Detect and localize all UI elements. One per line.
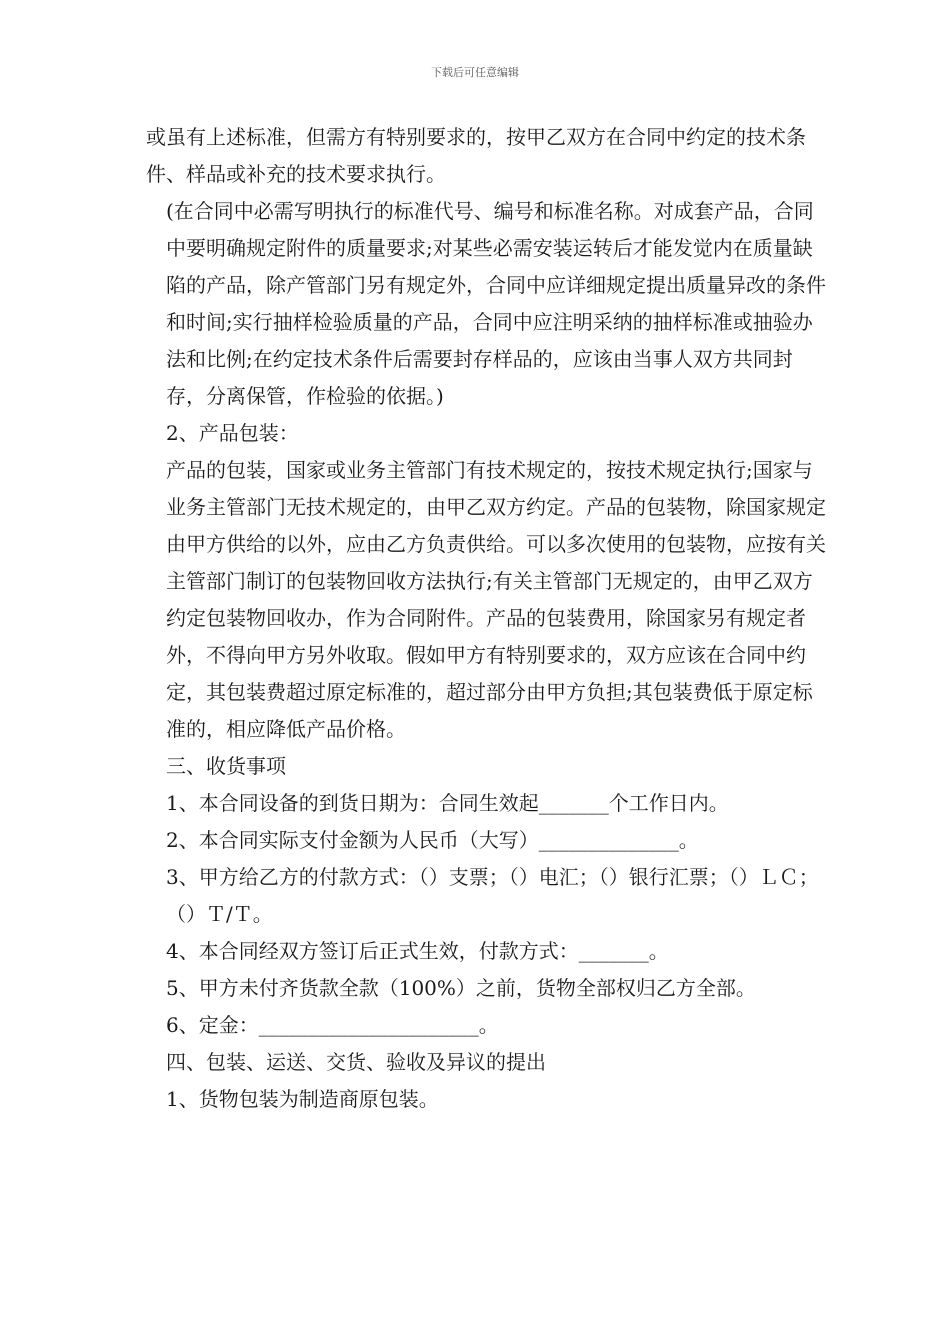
paragraph-packaging-rules: 产品的包装，国家或业务主管部门有技术规定的，按技术规定执行;国家与业务主管部门无技术规定的，由甲乙双方约定。产品的包装物，除国家规定由甲方供给的以外，应由乙方负责供给。可以多次使用的包装物，应按有关主管部门制订的包装物回收方法执行;有关主管部门无规定的，由甲乙双方约定包装物回收办，作为合同附件。产品的包装费用，除国家另有规定者外，不得向甲方另外收取。假如甲方有特别要求的，双方应该在合同中约定，其包装费超过原定标准的，超过部分由甲方负担;其包装费低于原定标准的，相应降低产品价格。 (166, 458, 826, 741)
clause-delivery-date: 1、本合同设备的到货日期为：合同生效起_______个工作日内。 (166, 791, 729, 815)
page-header: 下载后可任意编辑 (431, 66, 519, 79)
clause-ownership: 5、甲方未付齐货款全款（100%）之前，货物全部权归乙方全部。 (166, 976, 756, 1000)
paragraph-standard-requirements: 或虽有上述标准，但需方有特别要求的，按甲乙双方在合同中约定的技术条件、样品或补充的技术要求执行。 (146, 125, 806, 186)
heading-product-packaging: 2、产品包装： (166, 421, 299, 445)
document-body (146, 119, 826, 1118)
heading-packaging-delivery-acceptance: 四、包装、运送、交货、验收及异议的提出 (166, 1050, 546, 1074)
clause-deposit: 6、定金：______________________。 (166, 1013, 499, 1037)
clause-effective-payment: 4、本合同经双方签订后正式生效，付款方式：_______。 (166, 939, 669, 963)
heading-receiving-matters: 三、收货事项 (166, 754, 286, 778)
paragraph-contract-notes: (在合同中必需写明执行的标准代号、编号和标准名称。对成套产品，合同中要明确规定附件的质量要求;对某些必需安装运转后才能发觉内在质量缺陷的产品，除产管部门另有规定外，合同中应详细规定提出质量异改的条件和时间;实行抽样检验质量的产品，合同中应注明采纳的抽样标准或抽验办法和比例;在约定技术条件后需要封存样品的，应该由当事人双方共同封存，分离保管，作检验的依据。) (166, 199, 826, 408)
clause-original-packaging: 1、货物包装为制造商原包装。 (166, 1087, 439, 1111)
clause-payment-method: 3、甲方给乙方的付款方式：（）支票；（）电汇；（）银行汇票；（）ＬＣ；（）Ｔ/Ｔ。 (166, 865, 819, 926)
clause-payment-amount: 2、本合同实际支付金额为人民币（大写）______________。 (166, 828, 699, 852)
